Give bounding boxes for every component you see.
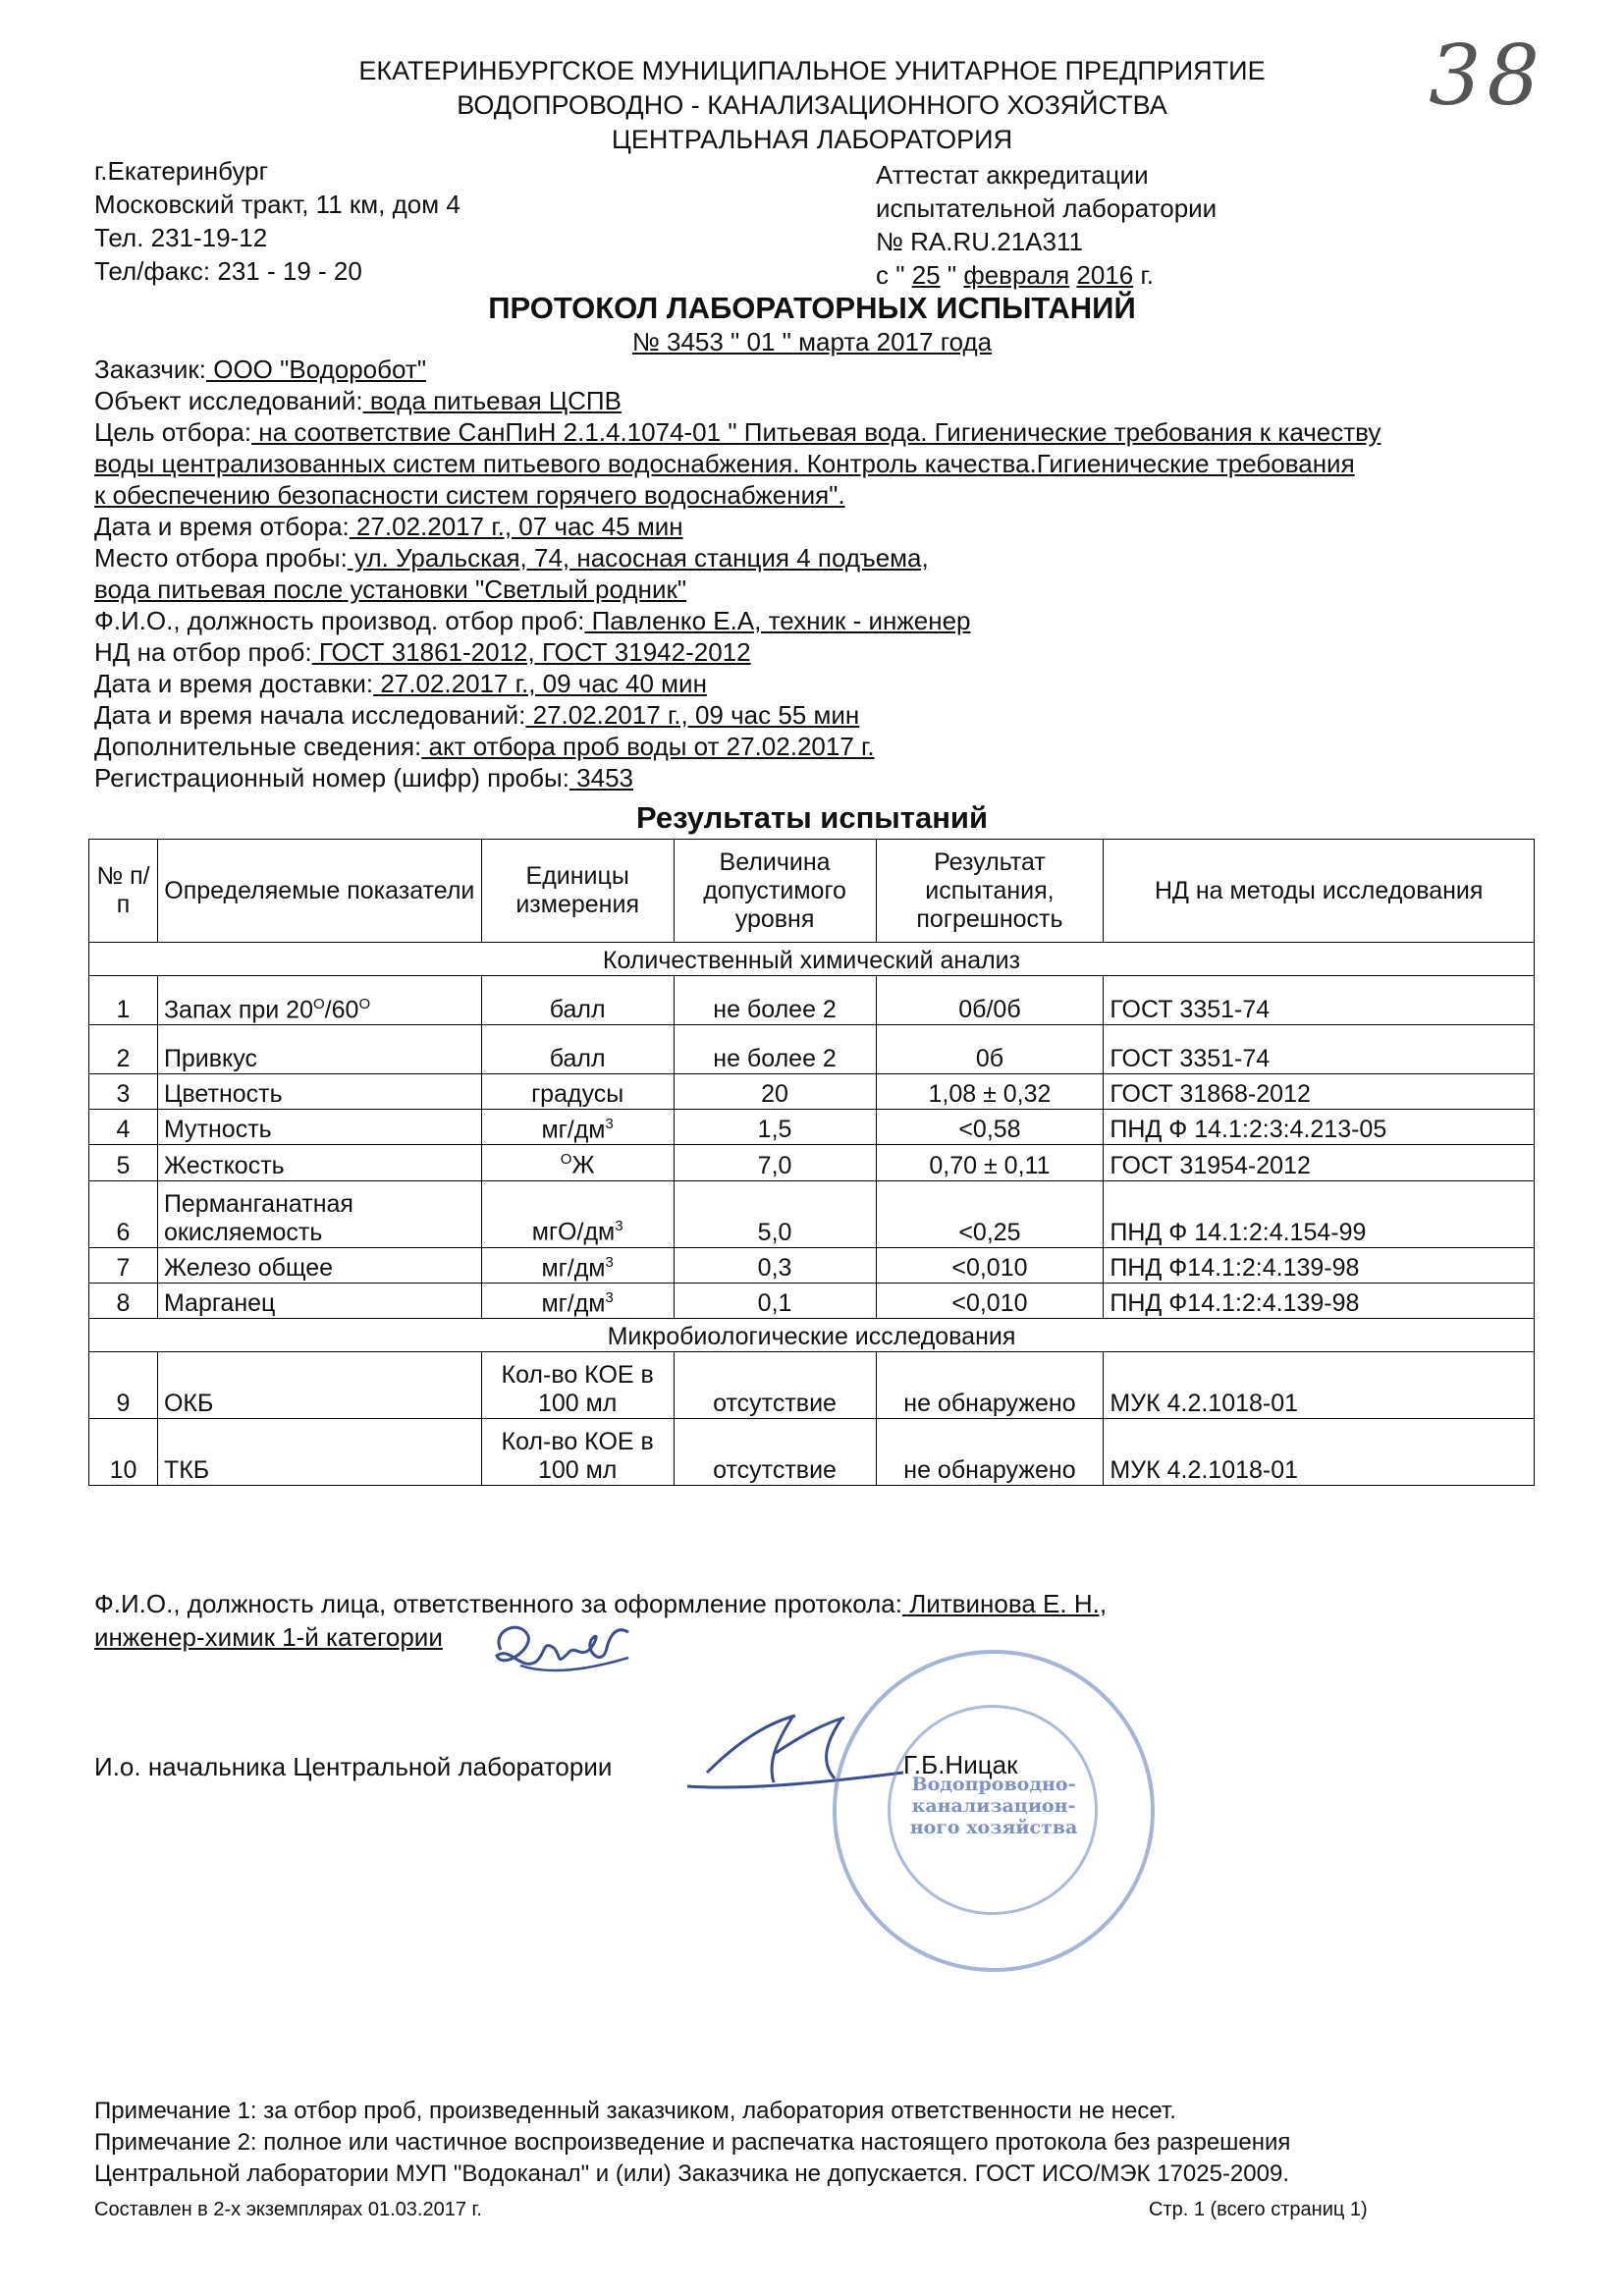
row-number: 3 — [89, 1074, 158, 1110]
section-title: Микробиологические исследования — [89, 1319, 1535, 1352]
test-result: 1,08 ± 0,32 — [876, 1074, 1104, 1110]
permissible-level: не более 2 — [674, 976, 876, 1025]
sheet-number: 38 — [1429, 27, 1545, 124]
org-name-line3: ЦЕНТРАЛЬНАЯ ЛАБОРАТОРИЯ — [611, 125, 1013, 154]
field-line — [94, 385, 1380, 416]
field-line — [94, 762, 1380, 793]
unit-text: мгО/дм — [531, 1218, 616, 1246]
unit — [481, 1180, 674, 1247]
protocol-fields — [94, 354, 1380, 793]
degree-mark: O — [358, 995, 371, 1012]
test-method: ПНД Ф14.1:2:4.139-98 — [1104, 1283, 1535, 1318]
column-header: Результат испытания, погрешность — [876, 840, 1104, 943]
field-label: Дополнительные сведения: — [94, 732, 422, 761]
permissible-level: отсутствие — [674, 1352, 876, 1419]
head-name: Г.Б.Ницак — [903, 1750, 1018, 1779]
field-value: воды централизованных систем питьевого водоснабжения. Контроль качества.Гигиенические требования — [94, 449, 1355, 478]
indicator-text: Перманганатная окисляемость — [163, 1189, 353, 1246]
table-row — [89, 1145, 1535, 1180]
unit-exponent: 3 — [605, 1288, 614, 1306]
row-number: 9 — [89, 1352, 158, 1419]
unit-text: Кол-во КОЕ в 100 мл — [501, 1428, 654, 1485]
field-label: Ф.И.О., должность производ. отбор проб: — [94, 606, 585, 635]
table-row — [89, 1110, 1535, 1145]
indicator-text: Железо общее — [163, 1253, 334, 1282]
signature-responsible — [481, 1611, 648, 1689]
field-value: вода питьевая ЦСПВ — [362, 386, 622, 415]
unit — [481, 1247, 674, 1283]
accreditation-number: № RA.RU.21A311 — [876, 227, 1083, 256]
indicator-name — [157, 1110, 481, 1145]
field-value: 27.02.2017 г., 09 час 40 мин — [373, 669, 707, 698]
table-header-row — [89, 840, 1535, 943]
test-method: ПНД Ф14.1:2:4.139-98 — [1104, 1247, 1535, 1283]
unit-text: мг/дм — [541, 1116, 606, 1144]
results-table — [88, 839, 1535, 1486]
field-line — [94, 636, 1380, 668]
unit-exponent: 3 — [605, 1116, 614, 1132]
table-row — [89, 1074, 1535, 1110]
permissible-level: 0,1 — [674, 1283, 876, 1318]
field-label: Дата и время начала исследований: — [94, 700, 526, 730]
address-phone: Тел. 231-19-12 — [94, 223, 268, 252]
unit-text: Ж — [571, 1151, 595, 1179]
indicator-name — [157, 1419, 481, 1486]
indicator-name — [157, 1145, 481, 1180]
address-city: г.Екатеринбург — [94, 156, 269, 186]
table-row — [89, 1352, 1535, 1419]
responsible-label: Ф.И.О., должность лица, ответственного за оформление протокола: — [94, 1589, 902, 1618]
test-result: <0,58 — [876, 1110, 1104, 1145]
indicator-text: Цветность — [163, 1080, 283, 1108]
field-value: ГОСТ 31861-2012, ГОСТ 31942-2012 — [311, 637, 751, 667]
table-row — [89, 1283, 1535, 1318]
results-title: Результаты испытаний — [635, 800, 989, 835]
field-label: Место отбора пробы: — [94, 543, 348, 573]
field-value: вода питьевая после установки "Светлый родник" — [94, 574, 687, 604]
field-line — [94, 448, 1380, 479]
row-number: 1 — [89, 976, 158, 1025]
test-result: 0б — [876, 1025, 1104, 1074]
section-title: Количественный химический анализ — [89, 943, 1535, 976]
test-method: ПНД Ф 14.1:2:3:4.213-05 — [1104, 1110, 1535, 1145]
field-value: ул. Уральская, 74, насосная станция 4 подъема, — [347, 543, 929, 573]
unit — [481, 1025, 674, 1074]
indicator-text: ОКБ — [163, 1390, 214, 1418]
test-result: 0,70 ± 0,11 — [876, 1145, 1104, 1180]
accreditation-date-prefix: с " — [876, 260, 905, 290]
responsible-name: Литвинова Е. Н., — [901, 1589, 1108, 1618]
unit-text: балл — [549, 996, 606, 1023]
accreditation-line1: Аттестат аккредитации — [876, 160, 1149, 190]
table-section-row — [89, 1319, 1535, 1352]
unit — [481, 1145, 674, 1180]
test-method: ПНД Ф 14.1:2:4.154-99 — [1104, 1180, 1535, 1247]
accreditation-line2: испытательной лаборатории — [876, 193, 1218, 223]
table-row — [89, 1180, 1535, 1247]
unit — [481, 1352, 674, 1419]
org-name-line2: ВОДОПРОВОДНО - КАНАЛИЗАЦИОННОГО ХОЗЯЙСТВА — [457, 90, 1167, 120]
field-line — [94, 668, 1380, 699]
table-row — [89, 1025, 1535, 1074]
protocol-number: № 3453 " 01 " марта 2017 года — [631, 327, 993, 356]
field-label: Дата и время доставки: — [94, 669, 374, 698]
test-method: МУК 4.2.1018-01 — [1104, 1352, 1535, 1419]
test-result: не обнаружено — [876, 1352, 1104, 1419]
field-value: на соответствие СанПиН 2.1.4.1074-01 " Питьевая вода. Гигиенические требования к качеству — [251, 417, 1381, 447]
field-value: 3453 — [568, 763, 634, 793]
degree-mark: O — [560, 1151, 572, 1169]
permissible-level: 0,3 — [674, 1247, 876, 1283]
accreditation-date-year: 2016 — [1076, 260, 1134, 290]
degree-mark: O — [313, 995, 325, 1012]
field-value: ООО "Водоробот" — [206, 355, 427, 384]
row-number: 7 — [89, 1247, 158, 1283]
test-method: ГОСТ 3351-74 — [1104, 976, 1535, 1025]
organization-stamp — [833, 1650, 1155, 1972]
permissible-level: не более 2 — [674, 1025, 876, 1074]
field-label: Дата и время отбора: — [94, 512, 350, 541]
permissible-level: отсутствие — [674, 1419, 876, 1486]
field-label: Регистрационный номер (шифр) пробы: — [94, 763, 569, 793]
unit-text: градусы — [531, 1080, 624, 1108]
test-result: <0,010 — [876, 1247, 1104, 1283]
row-number: 8 — [89, 1283, 158, 1318]
indicator-name — [157, 1180, 481, 1247]
field-line — [94, 574, 1380, 605]
table-row — [89, 976, 1535, 1025]
permissible-level: 20 — [674, 1074, 876, 1110]
note-2a: Примечание 2: полное или частичное воспроизведение и распечатка настоящего протокола без разрешения — [94, 2129, 1291, 2156]
field-line — [94, 731, 1380, 762]
table-section-row — [89, 943, 1535, 976]
indicator-text: Жесткость — [163, 1151, 285, 1179]
test-method: ГОСТ 3351-74 — [1104, 1025, 1535, 1074]
permissible-level: 1,5 — [674, 1110, 876, 1145]
unit — [481, 1419, 674, 1486]
protocol-title: ПРОТОКОЛ ЛАБОРАТОРНЫХ ИСПЫТАНИЙ — [488, 291, 1136, 325]
column-header: № п/п — [89, 840, 158, 943]
unit-text: балл — [549, 1045, 606, 1072]
copies-note: Составлен в 2-х экземплярах 01.03.2017 г. — [94, 2199, 482, 2220]
indicator-text: Привкус — [163, 1045, 257, 1072]
unit-text: мг/дм — [541, 1253, 606, 1282]
indicator-text: Мутность — [163, 1116, 272, 1144]
field-line — [94, 699, 1380, 731]
field-line — [94, 479, 1380, 511]
indicator-text: Марганец — [163, 1289, 276, 1318]
unit — [481, 1110, 674, 1145]
indicator-text: ТКБ — [163, 1456, 210, 1485]
unit-exponent: 3 — [605, 1253, 614, 1271]
indicator-name — [157, 1247, 481, 1283]
field-line — [94, 605, 1380, 636]
test-method: МУК 4.2.1018-01 — [1104, 1419, 1535, 1486]
address-fax: Тел/факс: 231 - 19 - 20 — [94, 256, 362, 286]
table-row — [89, 1247, 1535, 1283]
indicator-name — [157, 1352, 481, 1419]
accreditation-date-month: февраля — [963, 260, 1070, 290]
unit-text: Кол-во КОЕ в 100 мл — [501, 1361, 654, 1418]
row-number: 10 — [89, 1419, 158, 1486]
row-number: 6 — [89, 1180, 158, 1247]
permissible-level: 7,0 — [674, 1145, 876, 1180]
field-value: к обеспечению безопасности систем горячего водоснабжения". — [94, 480, 845, 510]
test-result: не обнаружено — [876, 1419, 1104, 1486]
page-number: Стр. 1 (всего страниц 1) — [1149, 2199, 1368, 2220]
indicator-name — [157, 1283, 481, 1318]
field-value: акт отбора проб воды от 27.02.2017 г. — [421, 732, 875, 761]
stamp-text: Водопроводно-канализацион-ного хозяйства — [909, 1774, 1078, 1838]
org-name-line1: ЕКАТЕРИНБУРГСКОЕ МУНИЦИПАЛЬНОЕ УНИТАРНОЕ ПРЕДПРИЯТИЕ — [358, 56, 1266, 85]
field-line — [94, 416, 1380, 448]
column-header: НД на методы исследования — [1104, 840, 1535, 943]
unit-exponent: 3 — [615, 1218, 623, 1235]
column-header: Величина допустимого уровня — [674, 840, 876, 943]
accreditation-date — [876, 259, 1154, 291]
field-value: 27.02.2017 г., 09 час 55 мин — [525, 700, 860, 730]
indicator-name — [157, 976, 481, 1025]
accreditation-date-suffix: г. — [1140, 260, 1155, 290]
test-result: <0,010 — [876, 1283, 1104, 1318]
field-value: 27.02.2017 г., 07 час 45 мин — [349, 512, 683, 541]
test-result: <0,25 — [876, 1180, 1104, 1247]
field-line — [94, 354, 1380, 385]
row-number: 4 — [89, 1110, 158, 1145]
test-result: 0б/0б — [876, 976, 1104, 1025]
field-label: Цель отбора: — [94, 417, 252, 447]
note-2b: Центральной лаборатории МУП "Водоканал" и (или) Заказчика не допускается. ГОСТ ИСО/МЭК 17025-2009. — [94, 2160, 1289, 2187]
field-label: НД на отбор проб: — [94, 637, 312, 667]
note-1: Примечание 1: за отбор проб, произведенный заказчиком, лаборатория ответственности не несет. — [94, 2098, 1176, 2124]
address-street: Московский тракт, 11 км, дом 4 — [94, 190, 460, 219]
responsible-position: инженер-химик 1-й категории — [94, 1622, 443, 1652]
unit — [481, 976, 674, 1025]
head-label: И.о. начальника Центральной лаборатории — [94, 1752, 613, 1781]
row-number: 2 — [89, 1025, 158, 1074]
field-line — [94, 542, 1380, 574]
column-header: Определяемые показатели — [157, 840, 481, 943]
unit-text: мг/дм — [541, 1289, 606, 1318]
unit — [481, 1283, 674, 1318]
table-row — [89, 1419, 1535, 1486]
indicator-name — [157, 1074, 481, 1110]
accreditation-date-sep: " — [947, 260, 957, 290]
indicator-text-mid: /60 — [324, 996, 359, 1023]
test-method: ГОСТ 31868-2012 — [1104, 1074, 1535, 1110]
test-method: ГОСТ 31954-2012 — [1104, 1145, 1535, 1180]
unit — [481, 1074, 674, 1110]
row-number: 5 — [89, 1145, 158, 1180]
column-header: Единицы измерения — [481, 840, 674, 943]
permissible-level: 5,0 — [674, 1180, 876, 1247]
accreditation-date-day: 25 — [911, 260, 941, 290]
field-value: Павленко Е.А, техник - инженер — [584, 606, 971, 635]
indicator-name — [157, 1025, 481, 1074]
field-label: Заказчик: — [94, 355, 207, 384]
field-line — [94, 511, 1380, 542]
field-label: Объект исследований: — [94, 386, 363, 415]
indicator-text: Запах при 20 — [163, 996, 313, 1023]
